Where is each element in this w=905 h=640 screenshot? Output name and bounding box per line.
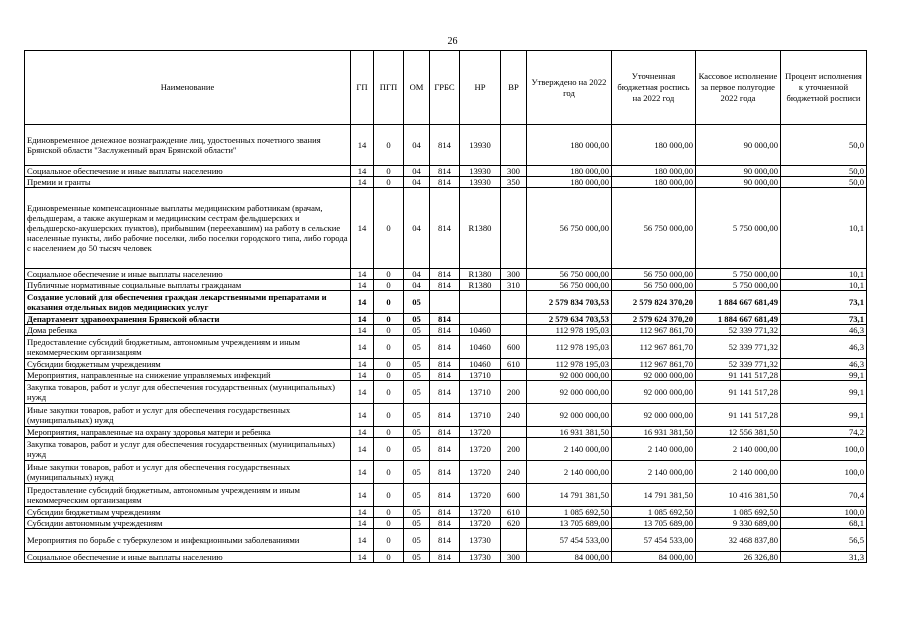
- cell-gp: 14: [351, 336, 374, 359]
- cell-nr: 10460: [460, 336, 501, 359]
- cell-grbs: 814: [430, 314, 460, 325]
- cell-vr: [501, 529, 527, 552]
- cell-om: 05: [404, 484, 430, 507]
- cell-gp: 14: [351, 325, 374, 336]
- cell-approved: 13 705 689,00: [527, 518, 612, 529]
- cell-percent: 73,1: [781, 314, 867, 325]
- cell-vr: 200: [501, 381, 527, 404]
- cell-om: 04: [404, 188, 430, 269]
- cell-percent: 31,3: [781, 552, 867, 563]
- cell-refined: 57 454 533,00: [612, 529, 696, 552]
- cell-gp: 14: [351, 529, 374, 552]
- header-approved: Утверждено на 2022 год: [527, 51, 612, 125]
- cell-grbs: 814: [430, 177, 460, 188]
- cell-ppgp: 0: [374, 507, 404, 518]
- cell-gp: 14: [351, 291, 374, 314]
- cell-ppgp: 0: [374, 404, 404, 427]
- cell-ppgp: 0: [374, 280, 404, 291]
- cell-om: 05: [404, 325, 430, 336]
- cell-ppgp: 0: [374, 461, 404, 484]
- cell-ppgp: 0: [374, 336, 404, 359]
- cell-name: Субсидии бюджетным учреждениям: [25, 359, 351, 370]
- cell-refined: 13 705 689,00: [612, 518, 696, 529]
- cell-name: Закупка товаров, работ и услуг для обеспечения государственных (муниципальных) нужд: [25, 381, 351, 404]
- cell-approved: 2 140 000,00: [527, 438, 612, 461]
- table-row: [25, 461, 867, 484]
- cell-vr: 300: [501, 552, 527, 563]
- cell-nr: 13710: [460, 404, 501, 427]
- cell-om: 05: [404, 552, 430, 563]
- cell-vr: [501, 188, 527, 269]
- cell-om: 05: [404, 438, 430, 461]
- cell-gp: 14: [351, 166, 374, 177]
- cell-name: Единовременное денежное вознаграждение лиц, удостоенных почетного звания Брянской области "Заслуженный врач Брянской области": [25, 125, 351, 166]
- cell-grbs: [430, 291, 460, 314]
- header-percent: Процент исполнения к уточненной бюджетной росписи: [781, 51, 867, 125]
- cell-executed: 10 416 381,50: [696, 484, 781, 507]
- cell-nr: 13720: [460, 507, 501, 518]
- cell-approved: 2 579 834 703,53: [527, 291, 612, 314]
- cell-gp: 14: [351, 484, 374, 507]
- cell-grbs: 814: [430, 381, 460, 404]
- cell-nr: [460, 291, 501, 314]
- cell-grbs: 814: [430, 325, 460, 336]
- table-row: [25, 438, 867, 461]
- cell-nr: 13930: [460, 125, 501, 166]
- cell-ppgp: 0: [374, 325, 404, 336]
- cell-name: Иные закупки товаров, работ и услуг для обеспечения государственных (муниципальных) нужд: [25, 461, 351, 484]
- cell-percent: 46,3: [781, 359, 867, 370]
- cell-name: Дома ребенка: [25, 325, 351, 336]
- cell-executed: 5 750 000,00: [696, 188, 781, 269]
- cell-refined: 16 931 381,50: [612, 427, 696, 438]
- cell-nr: R1380: [460, 188, 501, 269]
- cell-ppgp: 0: [374, 381, 404, 404]
- table-row: [25, 529, 867, 552]
- cell-refined: 56 750 000,00: [612, 269, 696, 280]
- cell-executed: 91 141 517,28: [696, 404, 781, 427]
- cell-executed: 91 141 517,28: [696, 381, 781, 404]
- cell-percent: 46,3: [781, 336, 867, 359]
- cell-om: 05: [404, 518, 430, 529]
- cell-grbs: 814: [430, 404, 460, 427]
- table-row: [25, 552, 867, 563]
- cell-gp: 14: [351, 518, 374, 529]
- cell-ppgp: 0: [374, 125, 404, 166]
- cell-percent: 73,1: [781, 291, 867, 314]
- table-row: [25, 291, 867, 314]
- cell-name: Премии и гранты: [25, 177, 351, 188]
- cell-refined: 56 750 000,00: [612, 280, 696, 291]
- header-om: ОМ: [404, 51, 430, 125]
- cell-percent: 10,1: [781, 188, 867, 269]
- cell-om: 05: [404, 404, 430, 427]
- cell-percent: 10,1: [781, 280, 867, 291]
- cell-ppgp: 0: [374, 370, 404, 381]
- cell-grbs: 814: [430, 359, 460, 370]
- cell-approved: 92 000 000,00: [527, 404, 612, 427]
- cell-om: 05: [404, 291, 430, 314]
- cell-ppgp: 0: [374, 359, 404, 370]
- cell-grbs: 814: [430, 125, 460, 166]
- cell-refined: 2 579 624 370,20: [612, 314, 696, 325]
- cell-name: Департамент здравоохранения Брянской области: [25, 314, 351, 325]
- table-row: [25, 188, 867, 269]
- cell-approved: 180 000,00: [527, 125, 612, 166]
- table-row: [25, 325, 867, 336]
- cell-name: Социальное обеспечение и иные выплаты населению: [25, 166, 351, 177]
- cell-percent: 50,0: [781, 177, 867, 188]
- table-body: [25, 125, 867, 563]
- cell-gp: 14: [351, 552, 374, 563]
- cell-name: Субсидии автономным учреждениям: [25, 518, 351, 529]
- cell-nr: 13710: [460, 370, 501, 381]
- header-nr: НР: [460, 51, 501, 125]
- cell-ppgp: 0: [374, 438, 404, 461]
- cell-executed: 52 339 771,32: [696, 359, 781, 370]
- cell-refined: 112 967 861,70: [612, 336, 696, 359]
- cell-gp: 14: [351, 427, 374, 438]
- header-refined: Уточненная бюджетная роспись на 2022 год: [612, 51, 696, 125]
- cell-vr: 600: [501, 336, 527, 359]
- cell-nr: 13720: [460, 484, 501, 507]
- cell-om: 04: [404, 269, 430, 280]
- cell-vr: [501, 314, 527, 325]
- cell-om: 04: [404, 125, 430, 166]
- cell-ppgp: 0: [374, 552, 404, 563]
- cell-nr: 13730: [460, 552, 501, 563]
- cell-ppgp: 0: [374, 269, 404, 280]
- cell-percent: 10,1: [781, 269, 867, 280]
- cell-grbs: 814: [430, 166, 460, 177]
- cell-grbs: 814: [430, 461, 460, 484]
- cell-grbs: 814: [430, 518, 460, 529]
- cell-gp: 14: [351, 359, 374, 370]
- cell-approved: 112 978 195,03: [527, 336, 612, 359]
- cell-grbs: 814: [430, 370, 460, 381]
- cell-approved: 1 085 692,50: [527, 507, 612, 518]
- cell-nr: R1380: [460, 269, 501, 280]
- table-row: [25, 370, 867, 381]
- cell-vr: 610: [501, 507, 527, 518]
- table-row: [25, 125, 867, 166]
- table-row: [25, 336, 867, 359]
- cell-approved: 2 579 634 703,53: [527, 314, 612, 325]
- cell-grbs: 814: [430, 507, 460, 518]
- table-row: [25, 381, 867, 404]
- cell-refined: 92 000 000,00: [612, 404, 696, 427]
- cell-nr: 13720: [460, 438, 501, 461]
- cell-ppgp: 0: [374, 484, 404, 507]
- cell-executed: 2 140 000,00: [696, 438, 781, 461]
- cell-gp: 14: [351, 438, 374, 461]
- cell-vr: [501, 125, 527, 166]
- cell-refined: 2 140 000,00: [612, 438, 696, 461]
- cell-vr: 200: [501, 438, 527, 461]
- cell-gp: 14: [351, 461, 374, 484]
- cell-approved: 56 750 000,00: [527, 188, 612, 269]
- table-row: [25, 518, 867, 529]
- cell-percent: 99,1: [781, 370, 867, 381]
- cell-ppgp: 0: [374, 314, 404, 325]
- cell-gp: 14: [351, 177, 374, 188]
- cell-om: 04: [404, 177, 430, 188]
- cell-grbs: 814: [430, 484, 460, 507]
- cell-name: Мероприятия, направленные на снижение управляемых инфекций: [25, 370, 351, 381]
- cell-approved: 2 140 000,00: [527, 461, 612, 484]
- table-row: [25, 359, 867, 370]
- cell-name: Иные закупки товаров, работ и услуг для обеспечения государственных (муниципальных) нужд: [25, 404, 351, 427]
- cell-percent: 50,0: [781, 166, 867, 177]
- cell-vr: 350: [501, 177, 527, 188]
- cell-om: 05: [404, 370, 430, 381]
- cell-gp: 14: [351, 314, 374, 325]
- cell-vr: 620: [501, 518, 527, 529]
- cell-nr: 13930: [460, 166, 501, 177]
- cell-vr: 300: [501, 166, 527, 177]
- cell-om: 05: [404, 336, 430, 359]
- cell-ppgp: 0: [374, 188, 404, 269]
- cell-ppgp: 0: [374, 518, 404, 529]
- cell-refined: 84 000,00: [612, 552, 696, 563]
- table-row: [25, 177, 867, 188]
- cell-ppgp: 0: [374, 166, 404, 177]
- cell-refined: 14 791 381,50: [612, 484, 696, 507]
- cell-nr: 13710: [460, 381, 501, 404]
- cell-grbs: 814: [430, 427, 460, 438]
- cell-executed: 2 140 000,00: [696, 461, 781, 484]
- cell-refined: 92 000 000,00: [612, 370, 696, 381]
- cell-vr: [501, 291, 527, 314]
- cell-percent: 50,0: [781, 125, 867, 166]
- header-grbs: ГРБС: [430, 51, 460, 125]
- table-row: [25, 269, 867, 280]
- cell-gp: 14: [351, 125, 374, 166]
- cell-om: 05: [404, 507, 430, 518]
- table-row: [25, 280, 867, 291]
- cell-name: Единовременные компенсационные выплаты медицинским работникам (врачам, фельдшерам, а также акушеркам и медицинским сестрам фельдшерских и фельдшерско-акушерских пунктов), прибывшим (переехавшим) на работу в сельские населенные пункты, либо рабочие поселки, либо поселки городского типа, либо города с населением до 50 тысяч человек: [25, 188, 351, 269]
- cell-nr: 13720: [460, 427, 501, 438]
- cell-grbs: 814: [430, 269, 460, 280]
- cell-refined: 180 000,00: [612, 166, 696, 177]
- table-row: [25, 427, 867, 438]
- cell-ppgp: 0: [374, 427, 404, 438]
- cell-name: Субсидии бюджетным учреждениям: [25, 507, 351, 518]
- cell-ppgp: 0: [374, 177, 404, 188]
- cell-vr: [501, 325, 527, 336]
- cell-gp: 14: [351, 269, 374, 280]
- table-header-row: [25, 51, 867, 125]
- cell-vr: 240: [501, 404, 527, 427]
- cell-executed: 1 085 692,50: [696, 507, 781, 518]
- cell-refined: 112 967 861,70: [612, 325, 696, 336]
- cell-vr: [501, 427, 527, 438]
- cell-nr: 13720: [460, 461, 501, 484]
- cell-vr: [501, 370, 527, 381]
- cell-approved: 84 000,00: [527, 552, 612, 563]
- cell-grbs: 814: [430, 529, 460, 552]
- cell-refined: 180 000,00: [612, 125, 696, 166]
- cell-approved: 112 978 195,03: [527, 325, 612, 336]
- cell-gp: 14: [351, 404, 374, 427]
- cell-nr: R1380: [460, 280, 501, 291]
- cell-approved: 57 454 533,00: [527, 529, 612, 552]
- cell-name: Предоставление субсидий бюджетным, автономным учреждениям и иным некоммерческим организациям: [25, 336, 351, 359]
- page-number: 26: [447, 36, 458, 47]
- cell-name: Предоставление субсидий бюджетным, автономным учреждениям и иным некоммерческим организациям: [25, 484, 351, 507]
- cell-name: Создание условий для обеспечения граждан лекарственными препаратами и оказания отдельных видов медицинских услуг: [25, 291, 351, 314]
- cell-nr: 10460: [460, 359, 501, 370]
- cell-om: 04: [404, 166, 430, 177]
- cell-executed: 12 556 381,50: [696, 427, 781, 438]
- cell-executed: 9 330 689,00: [696, 518, 781, 529]
- cell-gp: 14: [351, 280, 374, 291]
- table-row: [25, 404, 867, 427]
- cell-om: 05: [404, 314, 430, 325]
- cell-percent: 68,1: [781, 518, 867, 529]
- cell-approved: 56 750 000,00: [527, 280, 612, 291]
- cell-nr: 13730: [460, 529, 501, 552]
- cell-om: 05: [404, 381, 430, 404]
- cell-refined: 56 750 000,00: [612, 188, 696, 269]
- cell-executed: 5 750 000,00: [696, 269, 781, 280]
- cell-refined: 180 000,00: [612, 177, 696, 188]
- cell-vr: 310: [501, 280, 527, 291]
- cell-approved: 92 000 000,00: [527, 381, 612, 404]
- cell-om: 04: [404, 280, 430, 291]
- cell-approved: 112 978 195,03: [527, 359, 612, 370]
- table-row: [25, 507, 867, 518]
- cell-vr: 240: [501, 461, 527, 484]
- cell-executed: 91 141 517,28: [696, 370, 781, 381]
- cell-vr: 600: [501, 484, 527, 507]
- cell-nr: [460, 314, 501, 325]
- cell-om: 05: [404, 359, 430, 370]
- cell-ppgp: 0: [374, 291, 404, 314]
- cell-gp: 14: [351, 381, 374, 404]
- cell-name: Мероприятия, направленные на охрану здоровья матери и ребенка: [25, 427, 351, 438]
- cell-om: 05: [404, 427, 430, 438]
- cell-approved: 180 000,00: [527, 166, 612, 177]
- cell-nr: 10460: [460, 325, 501, 336]
- cell-refined: 2 140 000,00: [612, 461, 696, 484]
- cell-vr: 610: [501, 359, 527, 370]
- cell-nr: 13930: [460, 177, 501, 188]
- cell-approved: 16 931 381,50: [527, 427, 612, 438]
- table-row: [25, 484, 867, 507]
- header-gp: ГП: [351, 51, 374, 125]
- header-vr: ВР: [501, 51, 527, 125]
- cell-executed: 90 000,00: [696, 166, 781, 177]
- cell-name: Закупка товаров, работ и услуг для обеспечения государственных (муниципальных) нужд: [25, 438, 351, 461]
- cell-name: Мероприятия по борьбе с туберкулезом и инфекционными заболеваниями: [25, 529, 351, 552]
- header-executed: Кассовое исполнение за первое полугодие 2022 года: [696, 51, 781, 125]
- cell-name: Социальное обеспечение и иные выплаты населению: [25, 269, 351, 280]
- cell-grbs: 814: [430, 336, 460, 359]
- cell-ppgp: 0: [374, 529, 404, 552]
- cell-grbs: 814: [430, 438, 460, 461]
- cell-percent: 99,1: [781, 381, 867, 404]
- cell-approved: 180 000,00: [527, 177, 612, 188]
- header-ppgp: ПГП: [374, 51, 404, 125]
- cell-name: Социальное обеспечение и иные выплаты населению: [25, 552, 351, 563]
- cell-vr: 300: [501, 269, 527, 280]
- cell-name: Публичные нормативные социальные выплаты гражданам: [25, 280, 351, 291]
- cell-executed: 32 468 837,80: [696, 529, 781, 552]
- cell-percent: 100,0: [781, 438, 867, 461]
- cell-executed: 26 326,80: [696, 552, 781, 563]
- budget-table: [24, 50, 867, 563]
- cell-approved: 14 791 381,50: [527, 484, 612, 507]
- cell-gp: 14: [351, 370, 374, 381]
- cell-executed: 5 750 000,00: [696, 280, 781, 291]
- cell-refined: 112 967 861,70: [612, 359, 696, 370]
- cell-executed: 90 000,00: [696, 177, 781, 188]
- cell-percent: 56,5: [781, 529, 867, 552]
- cell-approved: 92 000 000,00: [527, 370, 612, 381]
- cell-refined: 92 000 000,00: [612, 381, 696, 404]
- cell-om: 05: [404, 529, 430, 552]
- cell-nr: 13720: [460, 518, 501, 529]
- cell-om: 05: [404, 461, 430, 484]
- cell-grbs: 814: [430, 280, 460, 291]
- cell-executed: 90 000,00: [696, 125, 781, 166]
- cell-percent: 100,0: [781, 507, 867, 518]
- cell-percent: 100,0: [781, 461, 867, 484]
- cell-percent: 74,2: [781, 427, 867, 438]
- cell-gp: 14: [351, 188, 374, 269]
- cell-executed: 52 339 771,32: [696, 325, 781, 336]
- cell-gp: 14: [351, 507, 374, 518]
- cell-executed: 1 884 667 681,49: [696, 291, 781, 314]
- cell-refined: 1 085 692,50: [612, 507, 696, 518]
- header-name: Наименование: [25, 51, 351, 125]
- cell-percent: 70,4: [781, 484, 867, 507]
- cell-approved: 56 750 000,00: [527, 269, 612, 280]
- cell-grbs: 814: [430, 188, 460, 269]
- cell-percent: 46,3: [781, 325, 867, 336]
- cell-percent: 99,1: [781, 404, 867, 427]
- table-row: [25, 166, 867, 177]
- cell-grbs: 814: [430, 552, 460, 563]
- table-row: [25, 314, 867, 325]
- cell-executed: 1 884 667 681,49: [696, 314, 781, 325]
- cell-executed: 52 339 771,32: [696, 336, 781, 359]
- cell-refined: 2 579 824 370,20: [612, 291, 696, 314]
